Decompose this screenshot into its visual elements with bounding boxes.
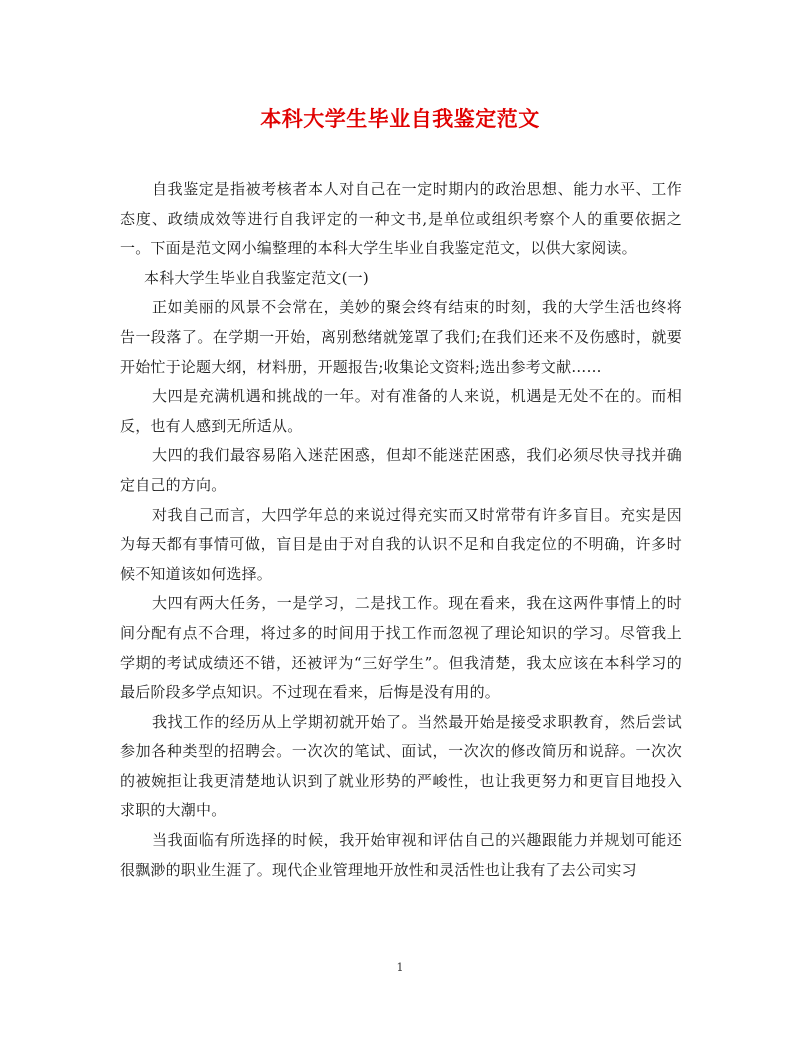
body-paragraph: 当我面临有所选择的时候，我开始审视和评估自己的兴趣跟能力并规划可能还很飘渺的职业生涯了。现代企业管理地开放性和灵活性也让我有了去公司实习 bbox=[120, 831, 682, 879]
body-paragraph: 正如美丽的风景不会常在，美妙的聚会终有结束的时刻，我的大学生活也终将告一段落了。在学期一开始，离别愁绪就笼罩了我们;在我们还来不及伤感时，就要开始忙于论题大纲，材料册，开题报告;收集论文资料;选出参考文献…… bbox=[120, 298, 682, 376]
body-paragraph: 大四有两大任务，一是学习，二是找工作。现在看来，我在这两件事情上的时间分配有点不合理，将过多的时间用于找工作而忽视了理论知识的学习。尽管我上学期的考试成绩还不错，还被评为“三好学生”。但我清楚，我太应该在本科学习的最后阶段多学点知识。不过现在看来，后悔是没有用的。 bbox=[120, 594, 682, 702]
page-number: 1 bbox=[396, 961, 404, 974]
body-paragraph: 大四的我们最容易陷入迷茫困惑，但却不能迷茫困惑，我们必须尽快寻找并确定自己的方向。 bbox=[120, 446, 682, 494]
intro-paragraph: 自我鉴定是指被考核者本人对自己在一定时期内的政治思想、能力水平、工作态度、政绩成效等进行自我评定的一种文书,是单位或组织考察个人的重要依据之一。下面是范文网小编整理的本科大学生毕业自我鉴定范文，以供大家阅读。 bbox=[120, 180, 682, 258]
document-body bbox=[120, 175, 682, 885]
body-paragraph: 我找工作的经历从上学期初就开始了。当然最开始是接受求职教育，然后尝试参加各种类型的招聘会。一次次的笔试、面试，一次次的修改简历和说辞。一次次的被婉拒让我更清楚地认识到了就业形势的严峻性，也让我更努力和更盲目地投入求职的大潮中。 bbox=[120, 712, 682, 820]
body-paragraph: 大四是充满机遇和挑战的一年。对有准备的人来说，机遇是无处不在的。而相反，也有人感到无所适从。 bbox=[120, 387, 682, 435]
document-title: 本科大学生毕业自我鉴定范文 bbox=[260, 106, 540, 131]
section-heading: 本科大学生毕业自我鉴定范文(一) bbox=[144, 268, 369, 287]
body-paragraph: 对我自己而言，大四学年总的来说过得充实而又时常带有许多盲目。充实是因为每天都有事情可做，盲目是由于对自我的认识不足和自我定位的不明确，许多时候不知道该如何选择。 bbox=[120, 505, 682, 583]
